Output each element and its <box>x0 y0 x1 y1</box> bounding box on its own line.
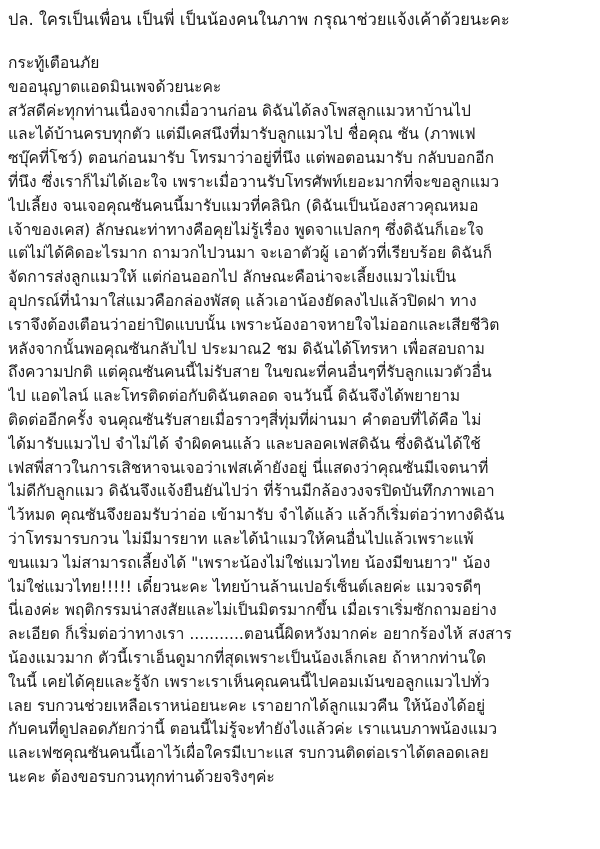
post-body <box>8 52 590 790</box>
body-line: จัดการส่งลูกแมวให้ แต่ก่อนออกไป ลักษณะคือน่าจะเลี้ยงแมวไม่เป็น <box>8 268 456 287</box>
body-text <box>8 100 590 790</box>
body-line: นี่เองค่ะ พฤติกรรมน่าสงสัยและไม่เป็นมิตรมากขึ้น เมื่อเราเริ่มซักถามอย่าง <box>8 601 497 620</box>
body-line: ติดต่ออีกครั้ง จนคุณซันรับสายเมื่อราวๆสี่ทุ่มที่ผ่านมา คำตอบที่ได้คือ ไม่ <box>8 410 482 429</box>
body-line: เจ้าของเคส) ลักษณะท่าทางคือคุยไม่รู้เรื่อง พูดจาแปลกๆ ซึ่งดิฉันก็เอะใจ <box>8 220 484 239</box>
body-line: ขนแมว ไม่สามารถเลี้ยงได้ "เพราะน้องไม่ใช่แมวไทย น้องมีขนยาว" น้อง <box>8 553 491 572</box>
body-line: เราจึงต้องเตือนว่าอย่าปิดแบบนั้น เพราะน้องอาจหายใจไม่ออกและเสียชีวิต <box>8 315 500 334</box>
body-line: ที่นึง ซึ่งเราก็ไม่ได้เอะใจ เพราะเมื่อวานรับโทรศัพท์เยอะมากที่จะขอลูกแมว <box>8 172 500 191</box>
body-line: ไปเลี้ยง จนเจอคุณซันคนนี้มารับแมวที่คลินิก (ดิฉันเป็นน้องสาวคุณหมอ <box>8 196 479 215</box>
body-line: ถึงความปกติ แต่คุณซันคนนี้ไม่รับสาย ในขณะที่คนอื่นๆที่รับลูกแมวตัวอื่น <box>8 363 492 382</box>
body-line: สวัสดีค่ะทุกท่านเนื่องจากเมื่อวานก่อน ดิฉันได้ลงโพสลูกแมวหาบ้านไป <box>8 101 471 120</box>
body-line: และได้บ้านครบทุกตัว แต่มีเคสนึงที่มารับลูกแมวไป ชื่อคุณ ซัน (ภาพเฟ <box>8 125 476 144</box>
body-line: หลังจากนั้นพอคุณซันกลับไป ประมาณ2 ชม ดิฉันได้โทรหา เพื่อสอบถาม <box>8 339 485 358</box>
body-line: ได้มารับแมวไป จำไม่ได้ จำผิดคนแล้ว และบลอคเฟสดิฉัน ซึ่งดิฉันได้ใช้ <box>8 434 481 453</box>
body-line: นะคะ ต้องขอรบกวนทุกท่านด้วยจริงๆค่ะ <box>8 767 275 786</box>
body-line: ไม่ดีกับลูกแมว ดิฉันจึงแจ้งยืนยันไปว่า ที่ร้านมีกล้องวงจรปิดบันทึกภาพเอา <box>8 482 495 501</box>
permission-line: ขออนุญาตแอดมินเพจด้วยนะคะ <box>8 77 222 96</box>
warning-heading: กระทู้เตือนภัย <box>8 54 100 72</box>
body-line: และเฟซคุณซันคนนี้เอาไว้เผื่อใครมีเบาะแส รบกวนติดต่อเราได้ตลอดเลย <box>8 744 489 763</box>
body-line: ว่าโทรมารบกวน ไม่มีมารยาท และได้นำแมวให้คนอื่นไปแล้วเพราะแพ้ <box>8 529 474 548</box>
body-line: ละเอียด ก็เริ่มต่อว่าทางเรา ...........ตอนนี้ผิดหวังมากค่ะ อยากร้องไห้ สงสาร <box>8 625 512 644</box>
body-line: แต่ไม่ได้คิดอะไรมาก ถามวกไปวนมา จะเอาตัวผู้ เอาตัวที่เรียบร้อย ดิฉันก็ <box>8 244 493 263</box>
body-line: ในนี้ เคยได้คุยและรู้จัก เพราะเราเห็นคุณคนนี้ไปคอมเม้นขอลูกแมวไปทั่ว <box>8 672 490 691</box>
body-line: กับคนที่ดูปลอดภัยกว่านี้ ตอนนี้ไม่รู้จะทำยังไงแล้วค่ะ เราแนบภาพน้องแมว <box>8 720 498 739</box>
body-line: ไป แอดไลน์ และโทรติดต่อกับดิฉันตลอด จนวันนี้ ดิฉันจึงได้พยายาม <box>8 387 461 406</box>
body-line: เฟสพี่สาวในการเสิชหาจนเจอว่าเฟสเค้ายังอยู่ นี่แสดงว่าคุณซันมีเจตนาที่ <box>8 458 489 477</box>
body-line: ซบุ๊คที่โชว์) ตอนก่อนมารับ โทรมาว่าอยู่ที่นึง แต่พอตอนมารับ กลับบอกอีก <box>8 149 495 168</box>
body-line: ไม่ใช่แมวไทย!!!!! เดี๋ยวนะคะ ไทยบ้านล้านเปอร์เซ็นต์เลยค่ะ แมวจรดีๆ <box>8 577 482 596</box>
body-line: อุปกรณ์ที่นำมาใส่แมวคือกล่องพัสดุ แล้วเอาน้องยัดลงไปแล้วปิดฝา ทาง <box>8 291 477 310</box>
postscript-line: ปล. ใครเป็นเพื่อน เป็นพี่ เป็นน้องคนในภาพ กรุณาช่วยแจ้งเค้าด้วยนะคะ <box>8 10 510 29</box>
body-line: น้องแมวมาก ตัวนี้เราเอ็นดูมากที่สุดเพราะเป็นน้องเล็กเลย ถ้าหากท่านใด <box>8 648 487 667</box>
body-line: เลย รบกวนช่วยเหลือเราหน่อยนะคะ เราอยากได้ลูกแมวคืน ให้น้องได้อยู่ <box>8 696 486 715</box>
body-line: ไว้หมด คุณซันจึงยอมรับว่าอ่อ เข้ามารับ จำได้แล้ว แล้วก็เริ่มต่อว่าทางดิฉัน <box>8 506 505 525</box>
